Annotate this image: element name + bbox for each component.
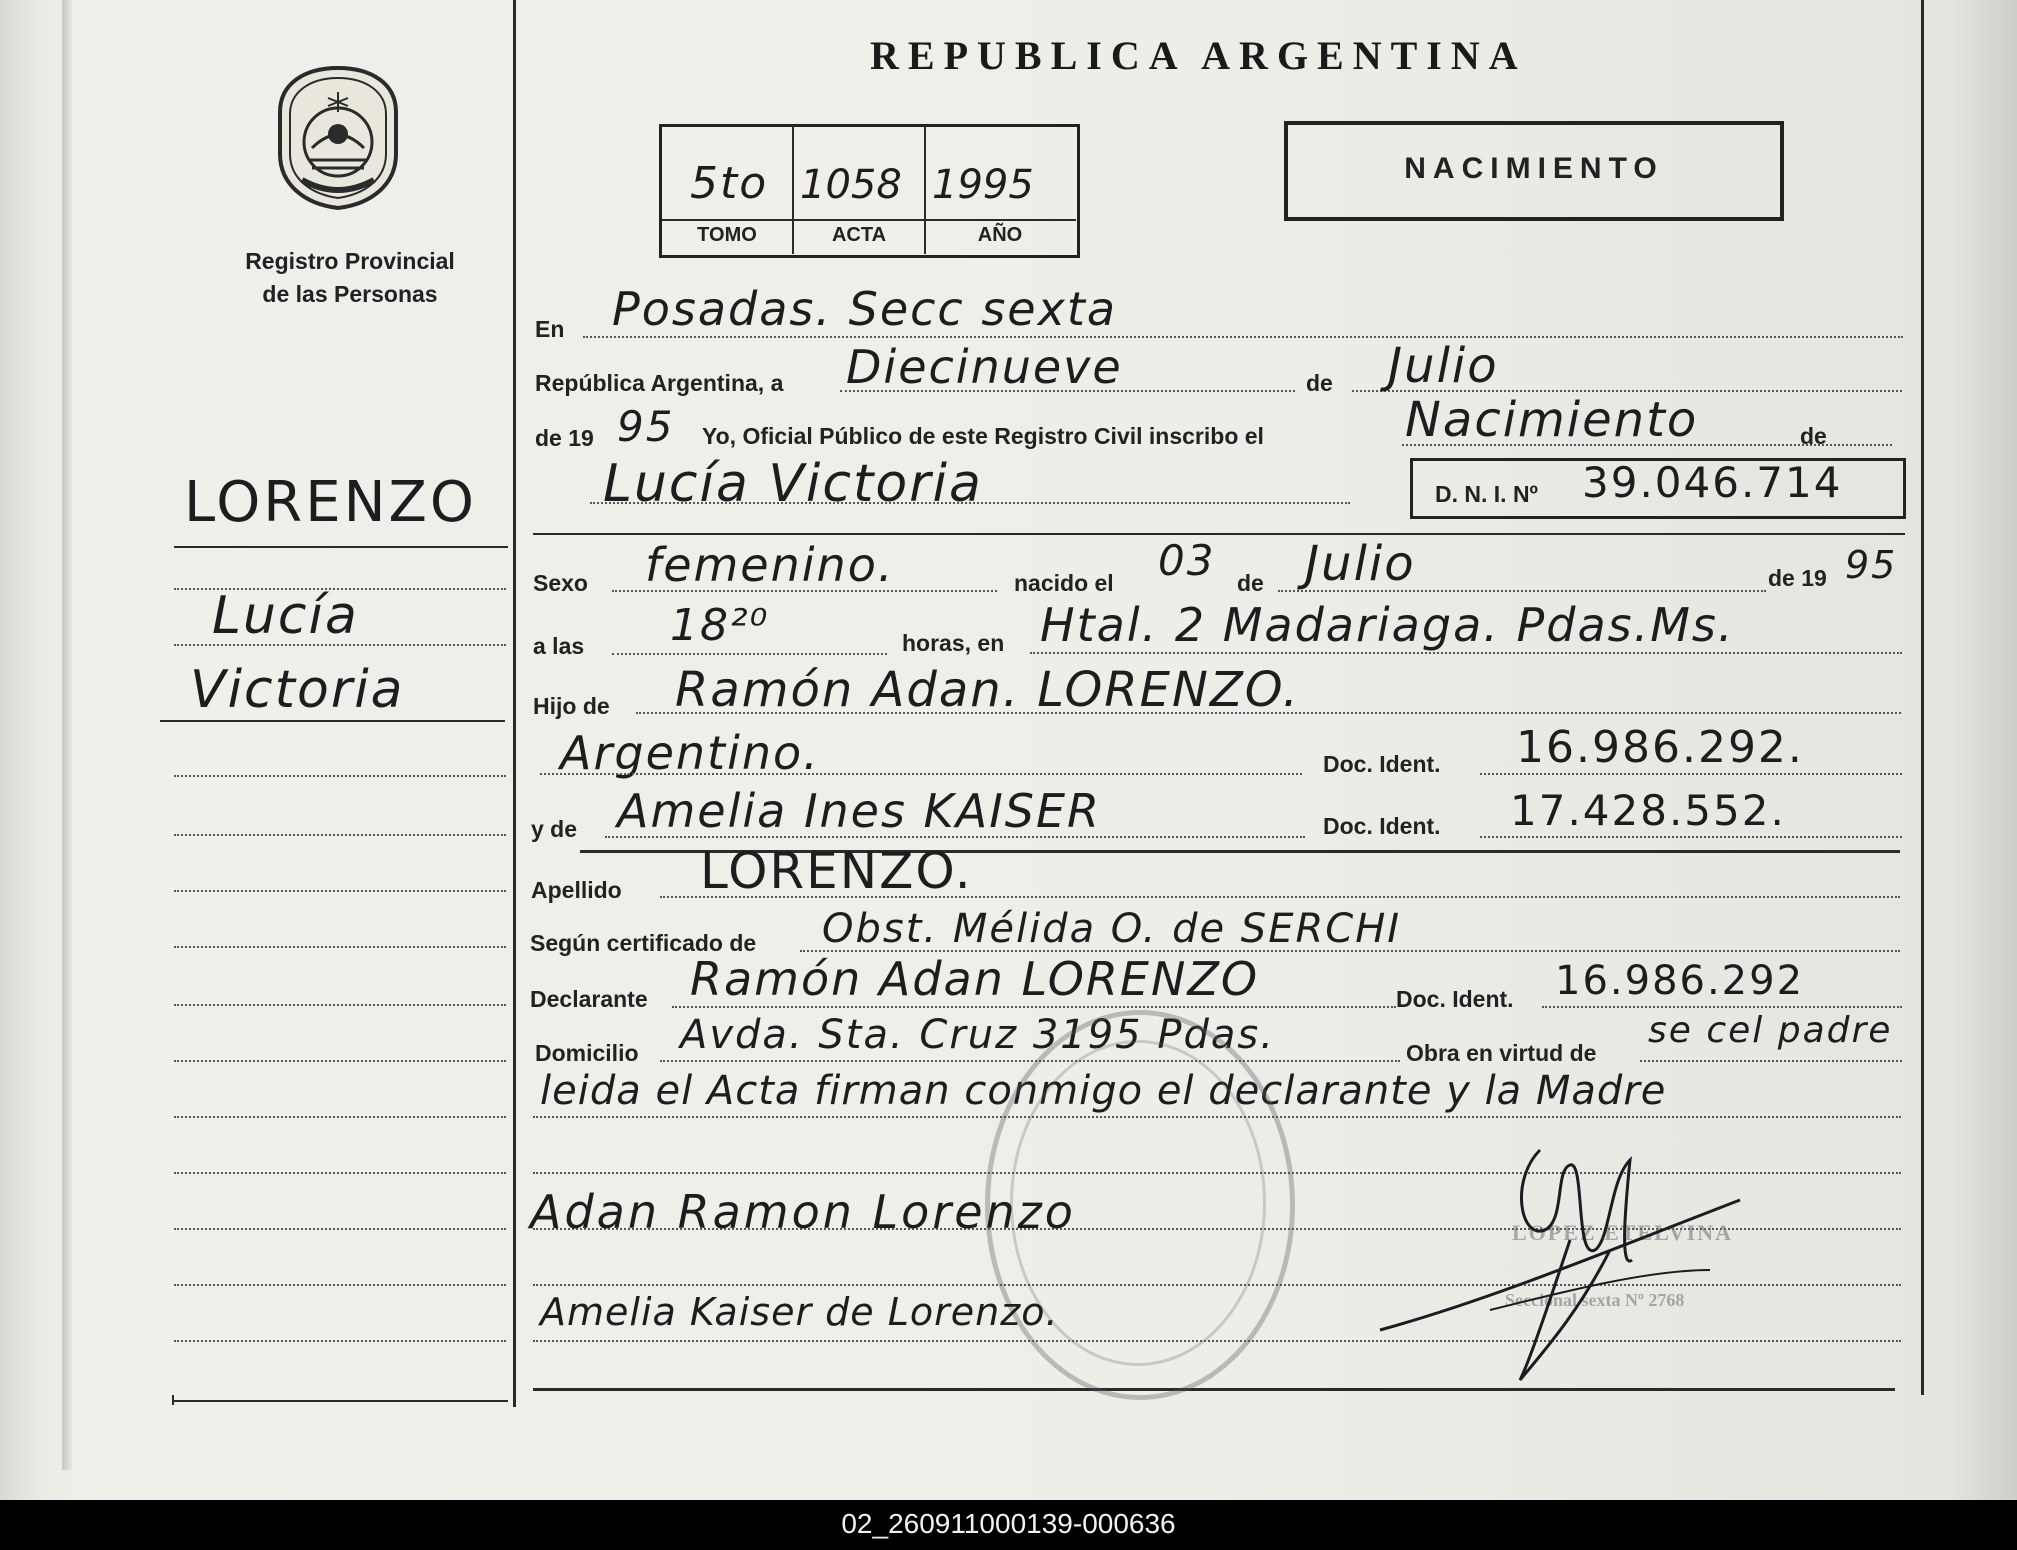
en-line: [583, 336, 1903, 338]
reading-note: leida el Acta firman conmigo el declarante y la Madre: [540, 1068, 1667, 1114]
margin-line: [174, 1060, 506, 1062]
declarante-doc-label: Doc. Ident.: [1396, 986, 1514, 1012]
child-name-line: [590, 502, 1350, 504]
apellido-label: Apellido: [531, 877, 622, 903]
margin-line: [174, 1228, 506, 1230]
mother-doc-label: Doc. Ident.: [1323, 813, 1441, 839]
hijo-label: Hijo de: [533, 693, 610, 719]
record-box-label-rule: [662, 219, 1076, 221]
place-line: [1030, 652, 1902, 654]
republica-label: República Argentina, a: [535, 370, 784, 396]
hour-value: 18²⁰: [670, 600, 770, 651]
margin-surname: LORENZO: [184, 470, 477, 535]
hour-line: [612, 653, 887, 655]
margin-line: [174, 834, 506, 836]
registry-name-line2: de las Personas: [262, 281, 438, 307]
domicilio-line: [660, 1060, 1400, 1062]
obra-value: se cel padre: [1648, 1010, 1893, 1051]
anio-value: 1995: [932, 162, 1034, 208]
binding-shadow: [62, 0, 72, 1470]
margin-given-name-2: Victoria: [190, 660, 405, 720]
margin-line: [174, 644, 506, 646]
month-value: Julio: [1388, 338, 1499, 394]
acta-label: ACTA: [831, 224, 887, 246]
official-signature: [1370, 1120, 1750, 1390]
obra-label: Obra en virtud de: [1406, 1040, 1597, 1066]
margin-line: [174, 1004, 506, 1006]
yde-label: y de: [531, 816, 578, 842]
margin-line: [174, 946, 506, 948]
father-signature: Adan Ramon Lorenzo: [530, 1185, 1076, 1239]
father-name-value: Ramón Adan. LORENZO.: [675, 662, 1300, 718]
father-nationality-line: [540, 773, 1302, 775]
father-doc-line: [1480, 773, 1902, 775]
left-margin-rule: [513, 0, 516, 1407]
declarante-doc-line: [1542, 1006, 1902, 1008]
apellido-value: LORENZO.: [700, 842, 973, 900]
tomo-label: TOMO: [697, 224, 757, 246]
dni-value: 39.046.714: [1582, 458, 1843, 507]
right-border-rule: [1921, 0, 1924, 1395]
event-value: Nacimiento: [1405, 392, 1699, 448]
segun-value: Obst. Mélida O. de SERCHI: [822, 906, 1402, 952]
tomo-value: 5to: [690, 158, 769, 209]
segun-label: Según certificado de: [530, 930, 757, 956]
margin-line: [174, 1116, 506, 1118]
mother-name-value: Amelia Ines KAISER: [617, 784, 1101, 838]
mother-doc-value: 17.428.552.: [1510, 786, 1786, 835]
birth-day-value: 03: [1158, 536, 1216, 585]
mother-signature: Amelia Kaiser de Lorenzo.: [540, 1290, 1059, 1334]
declarante-label: Declarante: [530, 986, 648, 1012]
margin-bottom-rule: [174, 1400, 508, 1402]
de19-label: de 19: [535, 425, 594, 451]
child-name-value: Lucía Victoria: [603, 454, 983, 514]
margin-line: [174, 890, 506, 892]
sexo-value: femenino.: [645, 538, 895, 592]
margin-line: [174, 1172, 506, 1174]
record-type-label: NACIMIENTO: [1404, 152, 1664, 185]
horas-label: horas, en: [902, 630, 1005, 656]
father-nationality-value: Argentino.: [560, 726, 820, 780]
mother-doc-line: [1480, 836, 1902, 838]
father-doc-label: Doc. Ident.: [1323, 751, 1441, 777]
margin-given-name-1: Lucía: [212, 586, 359, 646]
dni-label: D. N. I. Nº: [1435, 481, 1538, 507]
de-label-3: de: [1237, 570, 1264, 596]
alas-label: a las: [533, 633, 585, 659]
official-office-stamp: Seccional sexta Nº 2768: [1505, 1290, 1685, 1310]
declarante-doc-value: 16.986.292: [1555, 958, 1805, 1004]
margin-line: [160, 720, 505, 722]
misiones-seal-icon: [272, 62, 404, 212]
document-title: REPUBLICA ARGENTINA: [870, 33, 1527, 78]
de19b-label: de 19: [1768, 565, 1827, 591]
birth-year-value: 95: [1845, 543, 1898, 587]
margin-line: [174, 1284, 506, 1286]
image-filename: 02_260911000139-000636: [841, 1508, 1176, 1539]
birth-month-value: Julio: [1305, 536, 1416, 592]
anio-label: AÑO: [977, 224, 1023, 246]
margin-line: [174, 775, 506, 777]
place-value: Htal. 2 Madariaga. Pdas.Ms.: [1040, 598, 1735, 652]
margin-surname-underline: [174, 546, 508, 548]
day-value: Diecinueve: [846, 340, 1123, 394]
official-name-stamp: LOPEZ ETELVINA: [1512, 1220, 1733, 1245]
margin-line: [174, 1340, 506, 1342]
de-label-1: de: [1306, 370, 1333, 396]
en-label: En: [535, 316, 565, 342]
official-text: Yo, Oficial Público de este Registro Civil inscribo el: [702, 423, 1264, 449]
domicilio-label: Domicilio: [535, 1040, 639, 1066]
obra-line: [1640, 1060, 1902, 1062]
year-value: 95: [617, 402, 675, 451]
father-doc-value: 16.986.292.: [1516, 722, 1804, 773]
en-value: Posadas. Secc sexta: [612, 282, 1118, 336]
domicilio-value: Avda. Sta. Cruz 3195 Pdas.: [680, 1012, 1275, 1058]
declarante-value: Ramón Adan LORENZO: [690, 952, 1260, 1006]
de-label-2: de: [1800, 423, 1827, 449]
nacido-label: nacido el: [1014, 570, 1114, 596]
acta-value: 1058: [800, 162, 902, 208]
declarante-line: [672, 1006, 1396, 1008]
margin-line: [174, 588, 506, 590]
form-rule-after-name: [533, 533, 1905, 535]
sexo-label: Sexo: [533, 570, 588, 596]
registry-name-line1: Registro Provincial: [245, 248, 455, 274]
